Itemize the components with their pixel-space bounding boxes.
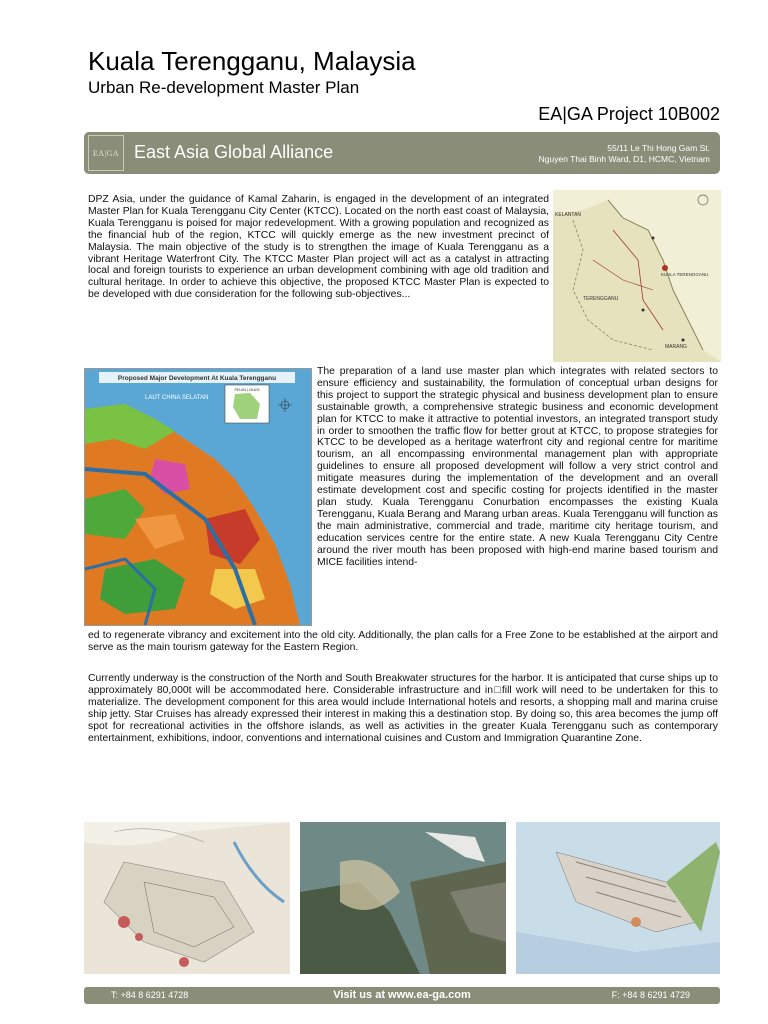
land-use-map-title: Proposed Major Development At Kuala Terengganu [117, 375, 277, 382]
map-label-terengganu: TERENGGANU [583, 296, 619, 302]
page-subtitle: Urban Re-development Master Plan [88, 78, 360, 97]
address-line-2: Nguyen Thai Binh Ward, D1, HCMC, Vietnam [538, 154, 710, 164]
land-use-map-image [84, 368, 312, 626]
objectives-paragraph: The preparation of a land use master plan which integrates with related sectors to ensure efficiency and sustainability, the formulation of conceptual urban designs for this project to support the strategic physical and business development plan to ensure sustainable growth, a comprehensive strategic business and economic development plan for KTCC to make it attractive to potential investors, an integrated transport study in order to smoothen the traffic flow for better grout at KTCC, to propose strategies for KTCC to be developed as a heritage waterfront city and regional centre for maritime tourism, an all encompassing environmental management plan with appropriate guidelines to ensure all proposed development will follow a very strict control and mitigate measures during the implementation of the development and an overall estimate development cost and specific costing for projects identified in the master plan study. Kuala Terengganu Conurbation encompasses the existing Kuala Terengganu, Kuala Berang and Marang urban areas. Kuala Terengganu will function as the main administrative, commercial and trade, maritime city heritage tourism, and education services centre for the entire state. A new Kuala Terengganu City Centre around the river mouth has been proposed with high-end marine based tourism and MICE facilities intend- [317, 366, 718, 568]
inset-map-label: PELAN LOKASI [234, 388, 260, 392]
address-line-1: 55/11 Le Thi Hong Gam St. [607, 143, 710, 153]
breakwater-paragraph: Currently underway is the construction of the North and South Breakwater structures for the harbor. It is anticipated that curse ships up to approximately 80,000t will be accommodated here. Considerable infrastructure and in□fill work will need to be undertaken for this to materialize. The development component for this area would include International hotels and resorts, a shopping mall and marina cruise ship jetty. Star Cruises has already expressed their interest in making this a destination stop. By doing so, this area becomes the jump off spot for recreational activities in the offshore islands, as well as activities in the greater Kuala Terengganu such as contemporary entertainment, exhibitions, indoor, conventions and international cuisines and Custom and Immigration Quarantine Zone. [88, 673, 718, 744]
page-title: Kuala Terengganu, Malaysia [88, 46, 416, 76]
organization-logo: EA|GA [88, 135, 124, 171]
organization-address [539, 143, 710, 165]
footer-fax: F: +84 8 6291 4729 [611, 990, 690, 1000]
sea-label: LAUT CHINA SELATAN [145, 395, 209, 401]
organization-name: East Asia Global Alliance [134, 142, 334, 162]
aerial-photo-image [300, 822, 506, 974]
intro-paragraph: DPZ Asia, under the guidance of Kamal Zaharin, is engaged in the development of an integrated Master Plan for Kuala Terengganu City Center (KTCC). Located on the north east coast of Malaysia, Kuala Terengganu is poised for major redevelopment. With a growing population and recognized as the financial hub of the region, KTCC will quickly emerge as the new investment precinct of Malaysia. The main objective of the study is to strengthen the image of Kuala Terengganu as a vibrant Heritage Waterfront City. The KTCC Master Plan project will act as a catalyst in attracting local and foreign tourists to experience an urban development combining with age old tradition and cultural heritage. In order to achieve this objective, the proposed KTCC Master Plan is expected to be developed with due consideration for the following sub-objectives... [88, 194, 549, 301]
organization-banner [84, 132, 720, 174]
waterfront-rendering-image [516, 822, 720, 974]
map-label-kelantan: KELANTAN [555, 212, 582, 218]
footer-telephone: T: +84 8 6291 4728 [111, 990, 189, 1000]
objectives-paragraph-continued: ed to regenerate vibrancy and excitement into the old city. Additionally, the plan calls for a Free Zone to be established at the airport and serve as the main tourism gateway for the Eastern Region. [88, 630, 718, 653]
masterplan-sketch-image [84, 822, 290, 974]
footer-website-link[interactable]: Visit us at www.ea-ga.com [333, 989, 471, 1001]
map-label-marang: MARANG [665, 344, 687, 350]
project-number: EA|GA Project 10B002 [538, 104, 720, 124]
contact-footer [84, 987, 720, 1004]
map-label-kuala-terengganu: KUALA TERENGGANU [661, 272, 709, 277]
region-map-image [553, 190, 721, 362]
